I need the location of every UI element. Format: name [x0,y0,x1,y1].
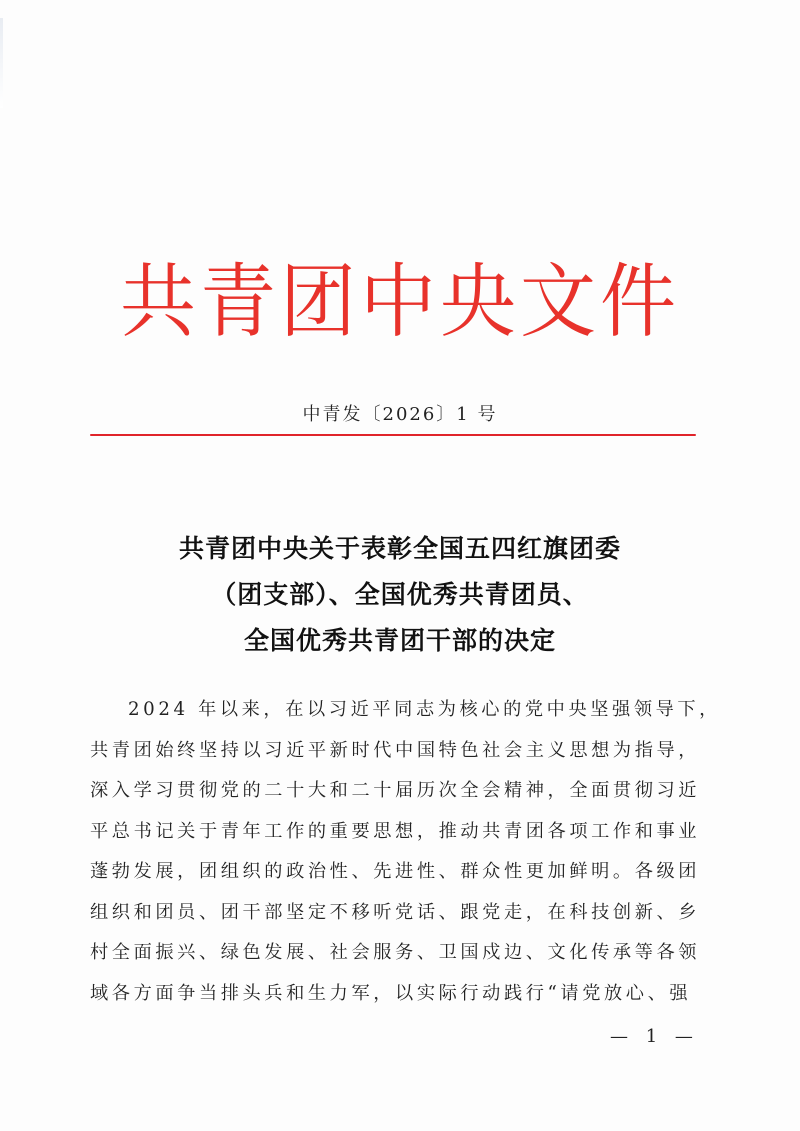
body-line: 平总书记关于青年工作的重要思想，推动共青团各项工作和事业 [90,820,701,842]
body-line: 村全面振兴、绿色发展、社会服务、卫国戍边、文化传承等各领 [90,942,701,963]
document-body [90,690,721,1014]
document-masthead: 共青团中央文件 [120,254,680,349]
title-line: 全国优秀共青团干部的决定 [243,626,556,655]
title-line: （团支部）、全国优秀共青团员、 [211,580,589,609]
scan-edge-shadow [0,18,3,108]
body-line: 2024 年以来，在以习近平同志为核心的党中央坚强领导下， [128,699,721,720]
red-separator-rule [90,434,696,436]
body-line: 深入学习贯彻党的二十大和二十届历次全会精神，全面贯彻习近 [90,780,701,801]
body-line: 组织和团员、团干部坚定不移听党话、跟党走，在科技创新、乡 [90,901,701,923]
title-line: 共青团中央关于表彰全国五四红旗团委 [178,534,621,563]
document-number: 中青发〔2026〕1 号 [302,404,498,425]
document-title [0,526,800,664]
body-line: 域各方面争当排头兵和生力军，以实际行动践行“请党放心、强 [90,982,692,1004]
body-line: 蓬勃发展，团组织的政治性、先进性、群众性更加鲜明。各级团 [90,861,701,882]
page-number: — 1 — [610,1026,699,1047]
body-line: 共青团始终坚持以习近平新时代中国特色社会主义思想为指导， [90,739,701,761]
